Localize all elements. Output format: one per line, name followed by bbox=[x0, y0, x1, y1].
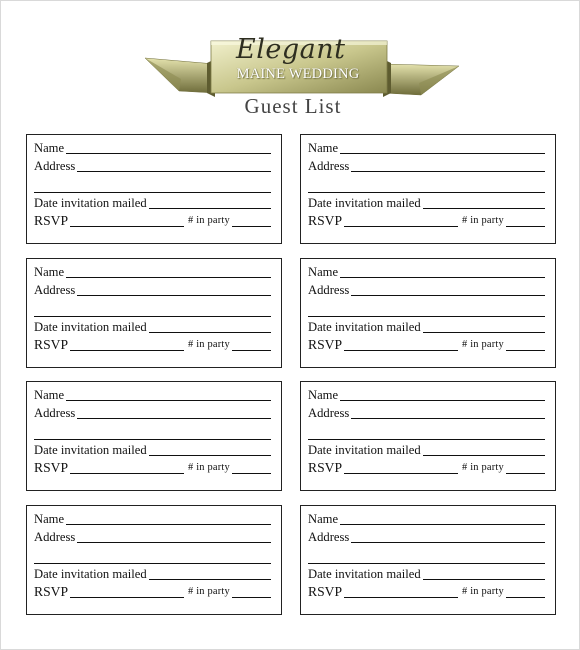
address-field[interactable] bbox=[77, 171, 271, 172]
rsvp-row bbox=[34, 461, 271, 475]
name-field[interactable] bbox=[340, 400, 545, 401]
mailed-label: Date invitation mailed bbox=[308, 196, 421, 210]
mailed-date-field[interactable] bbox=[149, 332, 271, 333]
address-field[interactable] bbox=[77, 418, 271, 419]
address-row bbox=[308, 406, 545, 420]
address-line-2-row bbox=[34, 180, 271, 194]
address-line-2-field[interactable] bbox=[308, 192, 545, 193]
address-line-2-field[interactable] bbox=[34, 439, 271, 440]
party-count-label: # in party bbox=[188, 339, 230, 350]
mailed-row bbox=[308, 196, 545, 210]
name-row bbox=[34, 265, 271, 279]
rsvp-field[interactable] bbox=[344, 473, 458, 474]
name-label: Name bbox=[308, 141, 339, 155]
name-row bbox=[308, 388, 545, 402]
mailed-date-field[interactable] bbox=[149, 455, 271, 456]
name-label: Name bbox=[308, 512, 339, 526]
logo-script-text: Elegant bbox=[236, 34, 346, 65]
mailed-row bbox=[308, 443, 545, 457]
name-field[interactable] bbox=[340, 277, 545, 278]
mailed-date-field[interactable] bbox=[423, 579, 545, 580]
name-row bbox=[34, 512, 271, 526]
rsvp-label: RSVP bbox=[308, 460, 343, 475]
mailed-date-field[interactable] bbox=[423, 332, 545, 333]
address-label: Address bbox=[308, 406, 350, 420]
mailed-row bbox=[34, 320, 271, 334]
party-count-field[interactable] bbox=[506, 226, 545, 227]
party-count-label: # in party bbox=[188, 586, 230, 597]
mailed-row bbox=[308, 320, 545, 334]
mailed-label: Date invitation mailed bbox=[34, 443, 147, 457]
name-row bbox=[308, 265, 545, 279]
guest-entry-card-8 bbox=[300, 505, 556, 615]
mailed-label: Date invitation mailed bbox=[34, 320, 147, 334]
rsvp-label: RSVP bbox=[34, 337, 69, 352]
rsvp-label: RSVP bbox=[34, 460, 69, 475]
guest-entry-card-2 bbox=[300, 134, 556, 244]
name-field[interactable] bbox=[66, 524, 271, 525]
guest-entry-card-1 bbox=[26, 134, 282, 244]
rsvp-row bbox=[308, 214, 545, 228]
name-row bbox=[34, 141, 271, 155]
party-count-field[interactable] bbox=[232, 597, 271, 598]
guest-entry-card-4 bbox=[300, 258, 556, 368]
name-row bbox=[34, 388, 271, 402]
address-row bbox=[308, 530, 545, 544]
address-line-2-row bbox=[34, 427, 271, 441]
rsvp-label: RSVP bbox=[308, 584, 343, 599]
rsvp-field[interactable] bbox=[344, 226, 458, 227]
address-line-2-field[interactable] bbox=[34, 563, 271, 564]
mailed-label: Date invitation mailed bbox=[308, 320, 421, 334]
address-label: Address bbox=[34, 530, 76, 544]
rsvp-row bbox=[34, 585, 271, 599]
address-line-2-field[interactable] bbox=[308, 563, 545, 564]
name-label: Name bbox=[34, 388, 65, 402]
name-field[interactable] bbox=[340, 153, 545, 154]
rsvp-field[interactable] bbox=[70, 597, 184, 598]
address-row bbox=[34, 159, 271, 173]
rsvp-label: RSVP bbox=[308, 213, 343, 228]
party-count-label: # in party bbox=[462, 339, 504, 350]
mailed-row bbox=[308, 567, 545, 581]
address-line-2-field[interactable] bbox=[308, 316, 545, 317]
address-field[interactable] bbox=[351, 418, 545, 419]
name-label: Name bbox=[34, 265, 65, 279]
mailed-date-field[interactable] bbox=[423, 455, 545, 456]
address-line-2-row bbox=[308, 180, 545, 194]
party-count-label: # in party bbox=[188, 215, 230, 226]
page-title: Guest List bbox=[244, 94, 342, 118]
rsvp-row bbox=[34, 214, 271, 228]
address-label: Address bbox=[308, 159, 350, 173]
rsvp-label: RSVP bbox=[34, 584, 69, 599]
mailed-date-field[interactable] bbox=[423, 208, 545, 209]
rsvp-field[interactable] bbox=[344, 350, 458, 351]
name-row bbox=[308, 512, 545, 526]
party-count-label: # in party bbox=[462, 462, 504, 473]
mailed-label: Date invitation mailed bbox=[34, 567, 147, 581]
address-field[interactable] bbox=[77, 542, 271, 543]
rsvp-row bbox=[308, 338, 545, 352]
mailed-label: Date invitation mailed bbox=[308, 567, 421, 581]
address-field[interactable] bbox=[351, 542, 545, 543]
address-label: Address bbox=[34, 283, 76, 297]
name-label: Name bbox=[308, 388, 339, 402]
mailed-date-field[interactable] bbox=[149, 208, 271, 209]
name-row bbox=[308, 141, 545, 155]
party-count-field[interactable] bbox=[506, 350, 545, 351]
logo-caps-text: MAINE WEDDING bbox=[236, 66, 360, 82]
name-field[interactable] bbox=[66, 277, 271, 278]
address-line-2-field[interactable] bbox=[308, 439, 545, 440]
address-line-2-field[interactable] bbox=[34, 316, 271, 317]
guest-entry-card-7 bbox=[26, 505, 282, 615]
party-count-field[interactable] bbox=[506, 473, 545, 474]
party-count-field[interactable] bbox=[232, 226, 271, 227]
guest-entry-card-5 bbox=[26, 381, 282, 491]
name-field[interactable] bbox=[340, 524, 545, 525]
mailed-row bbox=[34, 567, 271, 581]
address-line-2-row bbox=[34, 551, 271, 565]
address-line-2-field[interactable] bbox=[34, 192, 271, 193]
address-field[interactable] bbox=[351, 295, 545, 296]
rsvp-field[interactable] bbox=[344, 597, 458, 598]
rsvp-row bbox=[308, 585, 545, 599]
address-label: Address bbox=[308, 283, 350, 297]
rsvp-field[interactable] bbox=[70, 473, 184, 474]
party-count-field[interactable] bbox=[506, 597, 545, 598]
name-field[interactable] bbox=[66, 153, 271, 154]
address-row bbox=[34, 530, 271, 544]
address-line-2-row bbox=[308, 304, 545, 318]
address-line-2-row bbox=[308, 551, 545, 565]
address-field[interactable] bbox=[77, 295, 271, 296]
address-line-2-row bbox=[34, 304, 271, 318]
rsvp-field[interactable] bbox=[70, 350, 184, 351]
name-field[interactable] bbox=[66, 400, 271, 401]
name-label: Name bbox=[34, 141, 65, 155]
address-row bbox=[34, 283, 271, 297]
name-label: Name bbox=[34, 512, 65, 526]
address-label: Address bbox=[308, 530, 350, 544]
address-label: Address bbox=[34, 406, 76, 420]
rsvp-row bbox=[308, 461, 545, 475]
address-row bbox=[34, 406, 271, 420]
party-count-label: # in party bbox=[462, 215, 504, 226]
address-line-2-row bbox=[308, 427, 545, 441]
rsvp-label: RSVP bbox=[34, 213, 69, 228]
rsvp-field[interactable] bbox=[70, 226, 184, 227]
address-label: Address bbox=[34, 159, 76, 173]
rsvp-label: RSVP bbox=[308, 337, 343, 352]
address-field[interactable] bbox=[351, 171, 545, 172]
guest-entry-card-6 bbox=[300, 381, 556, 491]
party-count-field[interactable] bbox=[232, 473, 271, 474]
party-count-field[interactable] bbox=[232, 350, 271, 351]
mailed-row bbox=[34, 196, 271, 210]
party-count-label: # in party bbox=[188, 462, 230, 473]
name-label: Name bbox=[308, 265, 339, 279]
rsvp-row bbox=[34, 338, 271, 352]
mailed-label: Date invitation mailed bbox=[34, 196, 147, 210]
address-row bbox=[308, 283, 545, 297]
guest-entry-card-3 bbox=[26, 258, 282, 368]
mailed-label: Date invitation mailed bbox=[308, 443, 421, 457]
party-count-label: # in party bbox=[462, 586, 504, 597]
mailed-date-field[interactable] bbox=[149, 579, 271, 580]
mailed-row bbox=[34, 443, 271, 457]
address-row bbox=[308, 159, 545, 173]
